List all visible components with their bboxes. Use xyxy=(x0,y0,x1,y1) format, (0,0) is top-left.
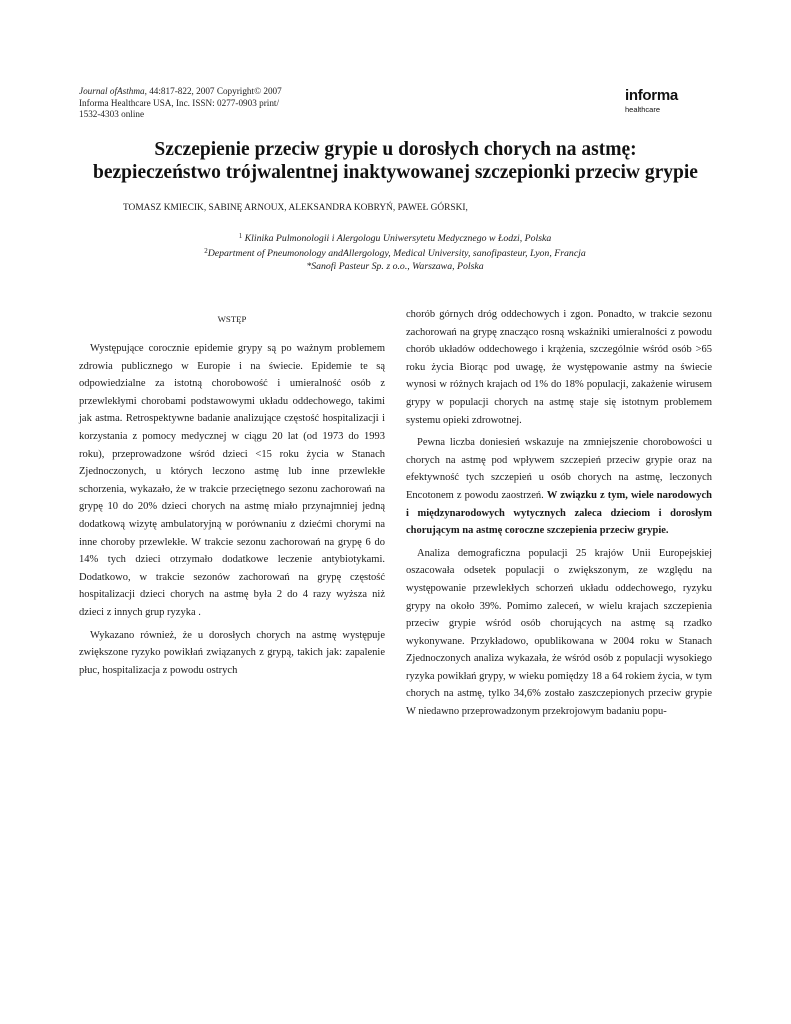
paragraph-text: Pewna liczba doniesień wskazuje na zmniejszenie chorobowości u chorych na astmę pod wpływem szczepień przeciw grypie oraz na efektywność tych szczepień u osób chorych na astmę, leczonych Encotonem z powodu zaostrzeń. xyxy=(406,437,712,501)
affiliation-text: Klinika Pulmonologii i Alergologu Uniwersytetu Medycznego w Łodzi, Polska xyxy=(242,233,552,244)
affiliation-text: *Sanofi Pasteur Sp. z o.o., Warszawa, Polska xyxy=(306,261,484,272)
section-heading-introduction: WSTĘP xyxy=(217,314,247,324)
affiliations xyxy=(100,230,690,273)
affiliation-2 xyxy=(100,245,690,260)
left-column xyxy=(79,340,385,684)
affiliation-1 xyxy=(100,230,690,245)
affiliation-3 xyxy=(100,260,690,273)
affiliation-marker: 1 xyxy=(238,232,243,240)
paragraph: Występujące corocznie epidemie grypy są po ważnym problemem zdrowia publicznego w Europie i na świecie. Epidemie te są odpowiedzialne za istotną chorobowość i umieralność osób z przewlekłymi chorobami podstawowymi układu oddechowego, takimi jak astma. Retrospektywne badanie analizujące częstość hospitalizacji i korzystania z pomocy medycznej w ciągu 20 lat (od 1973 do 1993 roku), przeprowadzone wśród dzieci <15 roku życia w Stanach Zjednoczonych, u których leczono astmę lub inne przewlekłe schorzenia, wykazało, że w trakcie przeciętnego sezonu zachorowań na grypę 10 do 20% dzieci chorych na astmę miało przynajmniej jedną dodatkową wizytę ambulatoryjną w porównaniu z dziećmi chorymi na inne choroby przewlekłe. W trakcie sezonu zachorowań na grypę 6 do 14% tych dzieci otrzymało dodatkowe leczenie antybiotykami. Dodatkowo, w trakcie sezonów zachorowań na grypę częstość hospitalizacji dzieci chorych na astmę była 2 do 4 razy wyższa niż dzieci z innych grup ryzyka . xyxy=(79,343,385,618)
author-list: TOMASZ KMIECIK, SABINĘ ARNOUX, ALEKSANDRA KOBRYŃ, PAWEŁ GÓRSKI, xyxy=(123,203,468,213)
affiliation-text: Department of Pneumonology andAllergology, Medical University, sanofipasteur, Lyon, Francja xyxy=(207,248,586,259)
paragraph: Wykazano również, że u dorosłych chorych na astmę występuje zwiększone ryzyko powikłań związanych z grypą, takich jak: zapalenie płuc, hospitalizacja z powodu ostrych xyxy=(79,629,385,676)
paragraph-continued: chorób górnych dróg oddechowych i zgon. Ponadto, w trakcie sezonu zachorowań na grypę znacząco rosną wskaźniki umieralności z powodu chorób układów oddechowego i krążenia, szczególnie wśród osób >65 roku życia Biorąc pod uwagę, że występowanie astmy na świecie wynosi w różnych krajach od 1% do 18% populacji, zakażenie wirusem grypy w populacji chorych na astmę staje się istotnym problemem systemu opieki zdrowotnej. xyxy=(406,309,712,426)
paragraph xyxy=(406,434,712,540)
article-title-line-2: bezpieczeństwo trójwalentnej inaktywowanej szczepionki przeciw grypie xyxy=(93,162,698,183)
publisher-logo-subtitle: healthcare xyxy=(625,105,661,114)
article-title-line-1: Szczepienie przeciw grypie u dorosłych chorych na astmę: xyxy=(154,139,637,160)
journal-details: 44:817-822, 2007 Copyright© 2007 Informa Healthcare USA, Inc. ISSN: 0277-0903 print/ 1532-4303 online xyxy=(79,86,282,120)
journal-name: Journal ofAsthma, xyxy=(79,86,147,96)
publisher-logo-name: informa xyxy=(625,87,678,104)
paragraph: Analiza demograficzna populacji 25 krajów Unii Europejskiej oszacowała odsetek populacji o zwiększonym, ze względu na występowanie przewlekłych schorzeń układu oddechowego, ryzyku grypy na około 39%. Pomimo zaleceń, w wielu krajach szczepienia przeciw grypie wśród osób chorujących na astmę są rzadko wykonywane. Przykładowo, opublikowana w 2004 roku w Stanach Zjednoczonych analiza wykazała, że wśród osób z populacji wysokiego ryzyka powikłań grypy, w wieku pomiędzy 18 a 64 rokiem życia, w tym chorych na astmę, tylko 34,6% zostało zaszczepionych przeciw grypie W niedawno przeprowadzonym przekrojowym badaniu popu- xyxy=(406,547,712,718)
right-column xyxy=(406,306,712,726)
article-title xyxy=(40,138,751,184)
journal-citation xyxy=(79,86,289,121)
affiliation-marker: 2 xyxy=(204,247,208,255)
paragraph-bold-text: W związku z tym, wiele narodowych i międzynarodowych wytycznych zaleca dzieciom i dorosłym chorującym na astmę coroczne szczepienia przeciw grypie. xyxy=(406,489,712,537)
publisher-logo xyxy=(625,87,715,114)
